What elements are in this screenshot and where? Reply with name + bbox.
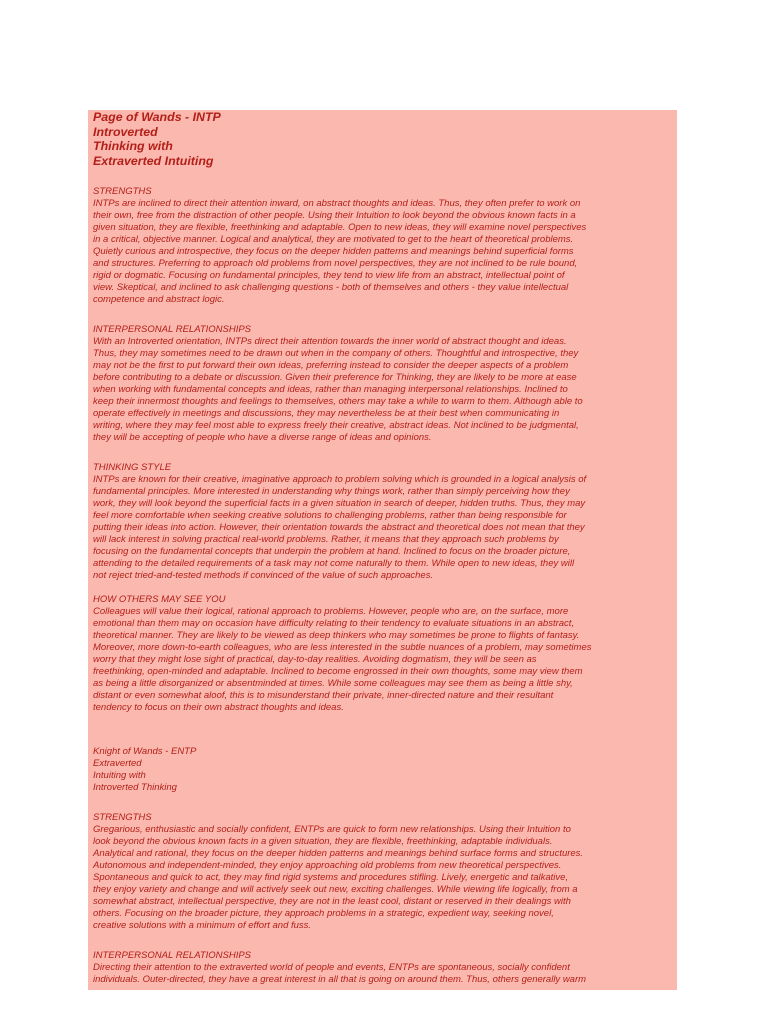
section-strengths xyxy=(93,186,675,306)
section-heading: INTERPERSONAL RELATIONSHIPS xyxy=(93,950,252,961)
section-body: With an Introverted orientation, INTPs direct their attention towards the inner world of abstract thought and ideas. Thus, they may sometimes need to be drawn out when in the company of others. Thoughtful and introspective, they may not be the first to put forward their own ideas, preferring instead to consider the deeper aspects of a problem before contributing to a debate or discussion. Given their preference for Thinking, they are likely to be more at ease when working with fundamental concepts and ideas, rather than managing interpersonal relationships. Inclined to keep their innermost thoughts and feelings to themselves, others may take a while to warm to them. Although able to operate effectively in meetings and discussions, they may nevertheless be at their best when communicating in writing, where they may feel most able to express freely their creative, abstract ideas. Not inclined to be judgmental, they will be accepting of people who have a diverse range of ideas and opinions. xyxy=(93,336,583,443)
type-line-3: Extraverted Intuiting xyxy=(93,153,214,168)
section-heading: THINKING STYLE xyxy=(93,462,172,473)
second-type-line-1: Extraverted xyxy=(93,758,142,769)
section-thinking-style xyxy=(93,462,675,582)
section-body: Colleagues will value their logical, rational approach to problems. However, people who are, on the surface, more emotional than them may on occasion have difficulty relating to their tendency to evaluate situations in an abstract, theoretical manner. They are likely to be viewed as deep thinkers who may sometimes be prone to flights of fantasy. Moreover, more down-to-earth colleagues, who are less interested in the subtle nuances of a problem, may sometimes worry that they might lose sight of practical, day-to-day realities. Avoiding dogmatism, they will be seen as freethinking, open-minded and adaptable. Inclined to become engrossed in their own thoughts, some may view them as being a little disorganized or absentminded at times. While some colleagues may see them as being a little shy, distant or even somewhat aloof, this is to misunderstand their private, inner-directed nature and their resultant tendency to focus on their own abstract thoughts and ideas. xyxy=(93,606,592,713)
section-how-others-see xyxy=(93,594,675,714)
second-card-title: Knight of Wands - ENTP xyxy=(93,746,197,757)
type-line-1: Introverted xyxy=(93,124,158,139)
second-section-interpersonal xyxy=(93,950,675,986)
section-interpersonal xyxy=(93,324,675,444)
section-heading: STRENGTHS xyxy=(93,186,152,197)
card-title: Page of Wands - INTP xyxy=(93,110,221,124)
section-body: Directing their attention to the extraverted world of people and events, ENTPs are spontaneous, socially confident individuals. Outer-directed, they have a great interest in all that is going on around them. Thus, others generally warm xyxy=(93,962,587,985)
second-title-block xyxy=(93,746,675,794)
second-section-strengths xyxy=(93,812,675,932)
section-body: Gregarious, enthusiastic and socially confident, ENTPs are quick to form new relationships. Using their Intuition to look beyond the obvious known facts in a given situation, they are flexible, freethinking, adaptable individuals. Analytical and rational, they focus on the deeper hidden patterns and meanings behind surface forms and structures. Autonomous and independent-minded, they enjoy approaching old problems from new theoretical perspectives. Spontaneous and quick to act, they may find rigid systems and procedures stifling. Lively, energetic and talkative, they enjoy variety and change and will actively seek out new, exciting challenges. While viewing life logically, from a somewhat abstract, intellectual perspective, they are not in the least cool, distant or reserved in their dealings with others. Focusing on the broader picture, they approach problems in a strategic, expedient way, seeking novel, creative solutions with a minimum of effort and fuss. xyxy=(93,824,584,931)
card-title-block xyxy=(93,110,675,168)
section-heading: INTERPERSONAL RELATIONSHIPS xyxy=(93,324,252,335)
second-type-line-2: Intuiting with xyxy=(93,770,146,781)
type-line-2: Thinking with xyxy=(93,139,173,153)
section-body: INTPs are known for their creative, imaginative approach to problem solving which is grounded in a logical analysis of fundamental principles. More interested in understanding why things work, rather than simply perceiving how they work, they will look beyond the superficial facts in a given situation in search of deeper, hidden truths. Thus, they may feel more comfortable when seeking creative solutions to challenging problems, rather than being responsible for putting their ideas into action. However, their orientation towards the abstract and theoretical does not mean that they will lack interest in solving practical real-world problems. Rather, it means that they approach such problems by focusing on the fundamental concepts that underpin the problem at hand. Inclined to focus on the broader picture, attending to the detailed requirements of a task may not come naturally to them. While open to new ideas, they will not reject tried-and-tested methods if convinced of the value of such approaches. xyxy=(93,474,587,581)
section-heading: STRENGTHS xyxy=(93,812,152,823)
document-content xyxy=(93,110,675,986)
section-heading: HOW OTHERS MAY SEE YOU xyxy=(93,594,226,605)
document-page xyxy=(88,110,677,990)
second-type-line-3: Introverted Thinking xyxy=(93,782,177,793)
section-body: INTPs are inclined to direct their attention inward, on abstract thoughts and ideas. Thus, they often prefer to work on their own, free from the distraction of other people. Using their Intuition to look beyond the obvious known facts in a given situation, they are flexible, freethinking and adaptable. Open to new ideas, they will examine novel perspectives in a critical, objective manner. Logical and analytical, they are motivated to get to the heart of theoretical problems. Quietly curious and introspective, they focus on the deeper hidden patterns and meanings behind superficial forms and structures. Preferring to approach old problems from novel perspectives, they are not inclined to be rule bound, rigid or dogmatic. Focusing on fundamental principles, they tend to view life from an abstract, intellectual point of view. Skeptical, and inclined to ask challenging questions - both of themselves and others - they value intellectual competence and abstract logic. xyxy=(93,198,587,305)
